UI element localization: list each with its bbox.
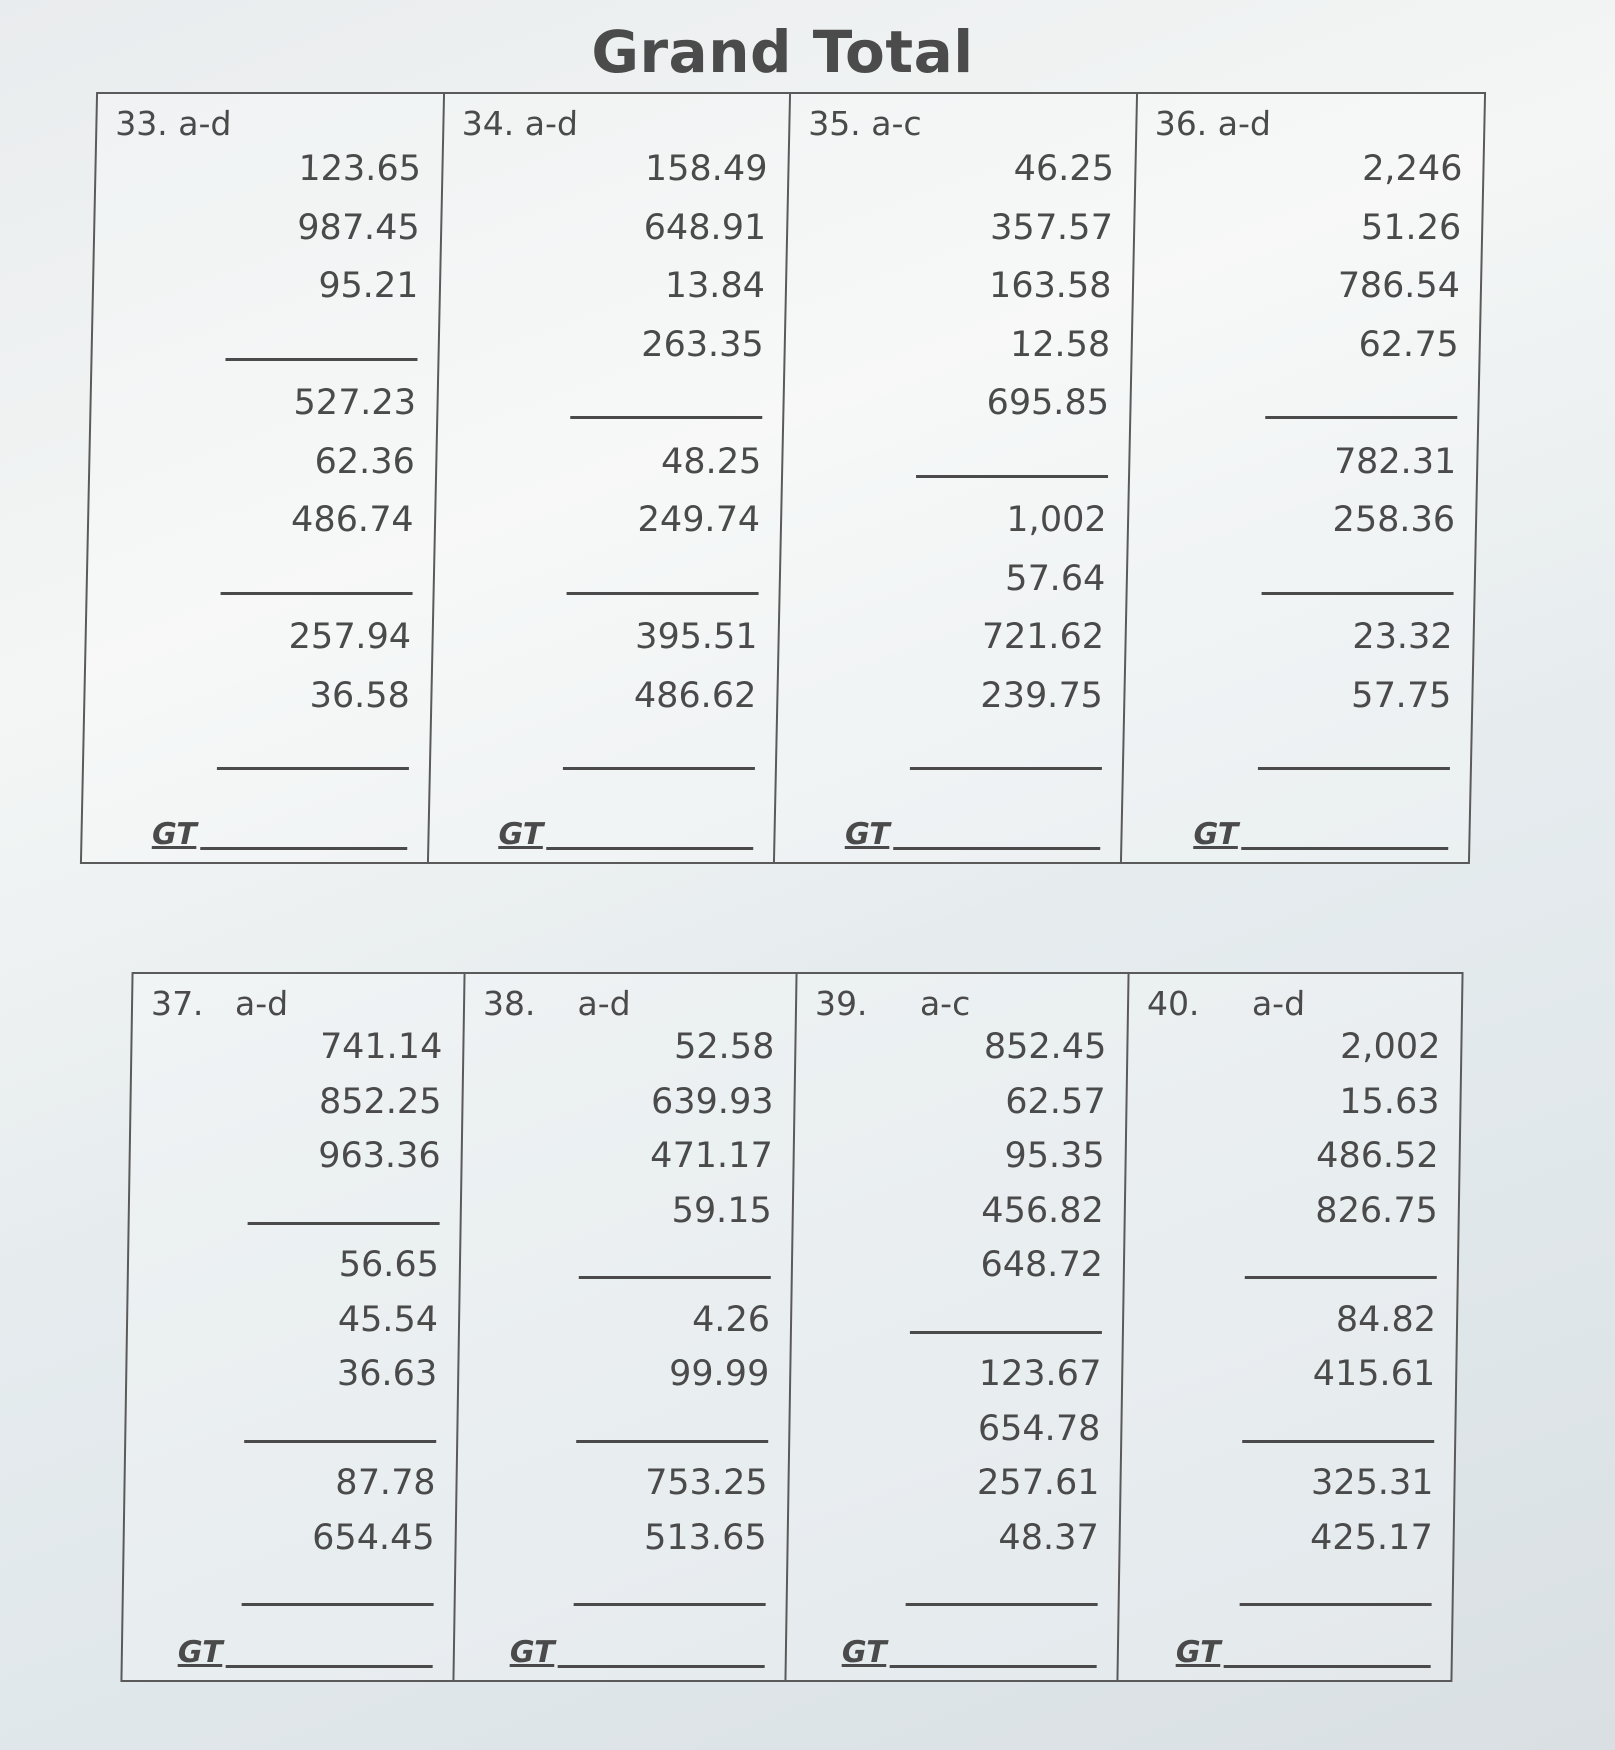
addend-value: 4.26 xyxy=(691,1299,771,1340)
problem-39 xyxy=(786,974,1129,1680)
addend-value: 257.94 xyxy=(288,617,412,657)
subtotal-line xyxy=(916,475,1108,478)
addend-value: 62.57 xyxy=(1005,1081,1106,1122)
subtotal-line xyxy=(248,1222,440,1225)
problem-label: 36. a-d xyxy=(1154,104,1272,143)
problem-label: 39. a-c xyxy=(814,984,971,1023)
problem-38 xyxy=(454,974,797,1680)
addend-value: 239.75 xyxy=(980,675,1104,716)
subtotal-line xyxy=(906,1603,1098,1606)
grand-total-blank[interactable] xyxy=(1241,847,1448,850)
grand-total-field[interactable] xyxy=(498,818,754,858)
subtotal-line xyxy=(909,767,1101,770)
addend-value: 852.45 xyxy=(983,1027,1107,1067)
subtotal-line xyxy=(1262,592,1454,595)
subtotal-line xyxy=(563,767,755,770)
addend-value: 486.62 xyxy=(633,675,757,716)
addend-value: 395.51 xyxy=(634,617,759,657)
addend-value: 23.32 xyxy=(1352,617,1454,657)
addend-value: 163.58 xyxy=(988,266,1112,306)
grand-total-field[interactable] xyxy=(842,1636,1098,1676)
addend-value: 456.82 xyxy=(981,1190,1105,1231)
addend-value: 62.36 xyxy=(314,441,416,482)
addend-value: 782.31 xyxy=(1333,441,1457,482)
subtotal-line xyxy=(574,1603,766,1606)
addend-value: 852.25 xyxy=(318,1081,442,1122)
grand-total-field[interactable] xyxy=(510,1636,766,1676)
addend-value: 12.58 xyxy=(1009,324,1111,365)
grand-total-label: GT xyxy=(841,1635,887,1670)
problem-33 xyxy=(82,94,445,862)
problem-label: 37. a-d xyxy=(150,984,289,1023)
subtotal-line xyxy=(1242,1440,1434,1443)
grand-total-blank[interactable] xyxy=(893,847,1100,850)
subtotal-line xyxy=(910,1331,1102,1334)
grand-total-label: GT xyxy=(1193,817,1239,852)
addend-value: 158.49 xyxy=(644,149,768,189)
grand-total-field[interactable] xyxy=(1193,818,1449,858)
subtotal-line xyxy=(1245,1276,1437,1279)
addend-value: 471.17 xyxy=(649,1136,774,1176)
problem-34 xyxy=(428,94,791,862)
addend-value: 52.58 xyxy=(673,1027,775,1067)
grand-total-blank[interactable] xyxy=(200,847,407,850)
subtotal-line xyxy=(1265,416,1457,419)
problem-label: 38. a-d xyxy=(482,984,631,1023)
addend-value: 95.35 xyxy=(1004,1136,1106,1176)
addend-value: 99.99 xyxy=(668,1354,770,1394)
grand-total-blank[interactable] xyxy=(226,1665,433,1668)
addend-value: 648.72 xyxy=(980,1245,1104,1285)
problem-36 xyxy=(1121,94,1484,862)
addend-value: 13.84 xyxy=(664,266,766,306)
addend-value: 45.54 xyxy=(337,1299,439,1340)
addend-value: 425.17 xyxy=(1309,1517,1434,1558)
subtotal-line xyxy=(244,1440,436,1443)
addend-value: 527.23 xyxy=(293,383,417,423)
addend-value: 325.31 xyxy=(1310,1463,1434,1503)
addend-value: 753.25 xyxy=(644,1463,768,1503)
addend-value: 15.63 xyxy=(1339,1081,1440,1122)
addend-value: 513.65 xyxy=(643,1517,768,1558)
problem-label: 40. a-d xyxy=(1146,984,1306,1023)
subtotal-line xyxy=(220,592,412,595)
grand-total-label: GT xyxy=(844,817,890,852)
addend-value: 695.85 xyxy=(986,383,1110,423)
grand-total-label: GT xyxy=(498,817,544,852)
addend-value: 826.75 xyxy=(1315,1190,1439,1231)
subtotal-line xyxy=(1240,1603,1432,1606)
subtotal-line xyxy=(570,416,762,419)
addend-value: 654.45 xyxy=(311,1517,436,1558)
addend-value: 639.93 xyxy=(650,1081,774,1122)
grand-total-field[interactable] xyxy=(845,818,1101,858)
subtotal-line xyxy=(567,592,759,595)
problem-37 xyxy=(122,974,465,1680)
problem-label: 33. a-d xyxy=(115,104,232,143)
addend-value: 987.45 xyxy=(296,207,421,248)
addend-value: 57.75 xyxy=(1350,675,1452,716)
problem-40 xyxy=(1118,974,1461,1680)
addend-value: 51.26 xyxy=(1360,207,1462,248)
addend-value: 46.25 xyxy=(1013,149,1115,189)
addend-value: 486.74 xyxy=(290,500,415,540)
addend-value: 486.52 xyxy=(1315,1136,1440,1176)
grand-total-label: GT xyxy=(1175,1635,1221,1670)
addend-value: 57.64 xyxy=(1004,558,1106,599)
grand-total-label: GT xyxy=(509,1635,555,1670)
addend-value: 56.65 xyxy=(338,1245,440,1285)
problem-label: 34. a-d xyxy=(461,104,579,143)
addend-value: 95.21 xyxy=(317,266,419,306)
addend-value: 415.61 xyxy=(1312,1354,1436,1394)
addend-value: 84.82 xyxy=(1335,1299,1437,1340)
problem-label: 35. a-c xyxy=(808,104,923,143)
addend-value: 263.35 xyxy=(640,324,765,365)
addend-value: 786.54 xyxy=(1337,266,1461,306)
addend-value: 59.15 xyxy=(671,1190,773,1231)
addend-value: 357.57 xyxy=(989,207,1114,248)
subtotal-line xyxy=(576,1440,768,1443)
grand-total-blank[interactable] xyxy=(890,1665,1097,1668)
grand-total-field[interactable] xyxy=(152,818,408,858)
addend-value: 123.67 xyxy=(978,1354,1102,1394)
grand-total-blank[interactable] xyxy=(546,847,753,850)
addend-value: 963.36 xyxy=(317,1136,442,1176)
addend-value: 48.25 xyxy=(660,441,762,482)
addend-value: 87.78 xyxy=(335,1463,436,1503)
addend-value: 48.37 xyxy=(998,1517,1100,1558)
subtotal-line xyxy=(579,1276,771,1279)
addend-value: 62.75 xyxy=(1358,324,1460,365)
page-title: Grand Total xyxy=(591,18,974,86)
subtotal-line xyxy=(225,358,417,361)
addend-value: 654.78 xyxy=(977,1408,1101,1449)
addend-value: 36.58 xyxy=(309,675,411,716)
addend-value: 123.65 xyxy=(298,149,422,189)
addend-value: 2,002 xyxy=(1339,1027,1441,1067)
grand-total-blank[interactable] xyxy=(1224,1665,1431,1668)
grand-total-field[interactable] xyxy=(1176,1636,1432,1676)
addend-value: 2,246 xyxy=(1361,149,1463,189)
problem-35 xyxy=(775,94,1138,862)
problem-grid-top xyxy=(80,92,1486,864)
addend-value: 741.14 xyxy=(319,1027,443,1067)
subtotal-line xyxy=(1258,767,1450,770)
problem-grid-bottom xyxy=(120,972,1463,1682)
addend-value: 648.91 xyxy=(643,207,767,248)
grand-total-label: GT xyxy=(151,817,197,852)
addend-value: 1,002 xyxy=(1005,500,1108,540)
grand-total-field[interactable] xyxy=(178,1636,434,1676)
addend-value: 36.63 xyxy=(336,1354,438,1394)
subtotal-line xyxy=(216,767,408,770)
addend-value: 257.61 xyxy=(976,1463,1100,1503)
addend-value: 249.74 xyxy=(637,500,761,540)
addend-value: 721.62 xyxy=(981,617,1105,657)
grand-total-blank[interactable] xyxy=(558,1665,765,1668)
subtotal-line xyxy=(242,1603,434,1606)
addend-value: 258.36 xyxy=(1332,500,1456,540)
grand-total-label: GT xyxy=(177,1635,223,1670)
